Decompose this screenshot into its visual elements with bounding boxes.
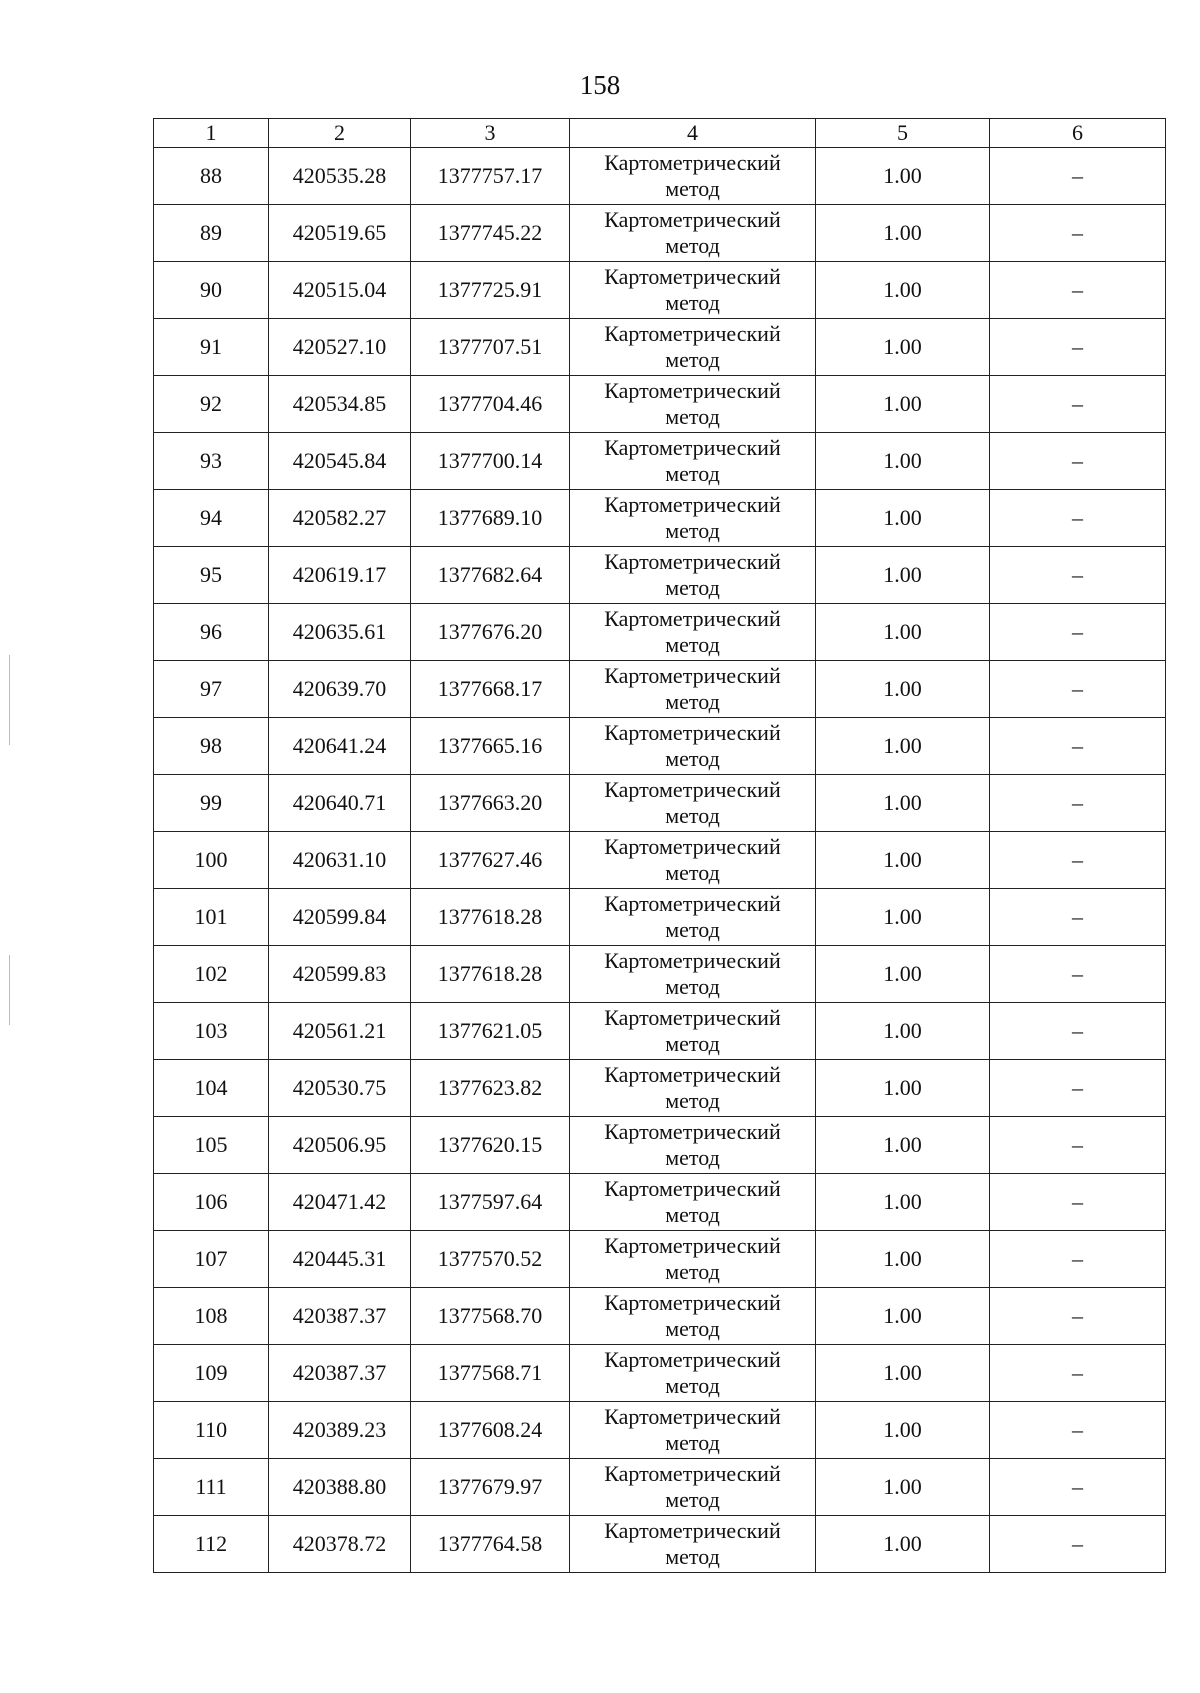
table-header xyxy=(154,119,1166,148)
y-coordinate-cell: 1377620.15 xyxy=(411,1117,570,1174)
method-cell xyxy=(570,1402,816,1459)
method-line-2: метод xyxy=(665,1145,720,1170)
accuracy-cell: 1.00 xyxy=(816,205,990,262)
x-coordinate-cell: 420471.42 xyxy=(269,1174,411,1231)
note-cell: – xyxy=(990,1402,1166,1459)
method-line-1: Картометрический xyxy=(604,777,781,802)
method-cell xyxy=(570,148,816,205)
method-cell xyxy=(570,1174,816,1231)
accuracy-cell: 1.00 xyxy=(816,832,990,889)
method-cell xyxy=(570,775,816,832)
point-number-cell: 109 xyxy=(154,1345,269,1402)
table-row xyxy=(154,1288,1166,1345)
note-cell: – xyxy=(990,1459,1166,1516)
method-cell xyxy=(570,718,816,775)
method-line-1: Картометрический xyxy=(604,264,781,289)
y-coordinate-cell: 1377665.16 xyxy=(411,718,570,775)
note-cell: – xyxy=(990,661,1166,718)
method-line-1: Картометрический xyxy=(604,1062,781,1087)
point-number-cell: 92 xyxy=(154,376,269,433)
x-coordinate-cell: 420640.71 xyxy=(269,775,411,832)
method-cell xyxy=(570,1459,816,1516)
note-cell: – xyxy=(990,1117,1166,1174)
note-cell: – xyxy=(990,148,1166,205)
x-coordinate-cell: 420530.75 xyxy=(269,1060,411,1117)
point-number-cell: 98 xyxy=(154,718,269,775)
accuracy-cell: 1.00 xyxy=(816,1231,990,1288)
y-coordinate-cell: 1377676.20 xyxy=(411,604,570,661)
table-row xyxy=(154,661,1166,718)
method-cell xyxy=(570,832,816,889)
method-line-2: метод xyxy=(665,1202,720,1227)
table-row xyxy=(154,1516,1166,1573)
accuracy-cell: 1.00 xyxy=(816,1174,990,1231)
accuracy-cell: 1.00 xyxy=(816,946,990,1003)
method-cell xyxy=(570,319,816,376)
y-coordinate-cell: 1377663.20 xyxy=(411,775,570,832)
note-cell: – xyxy=(990,775,1166,832)
method-line-1: Картометрический xyxy=(604,1005,781,1030)
y-coordinate-cell: 1377764.58 xyxy=(411,1516,570,1573)
y-coordinate-cell: 1377725.91 xyxy=(411,262,570,319)
method-cell xyxy=(570,946,816,1003)
accuracy-cell: 1.00 xyxy=(816,376,990,433)
x-coordinate-cell: 420561.21 xyxy=(269,1003,411,1060)
y-coordinate-cell: 1377608.24 xyxy=(411,1402,570,1459)
method-cell xyxy=(570,490,816,547)
x-coordinate-cell: 420535.28 xyxy=(269,148,411,205)
method-line-1: Картометрический xyxy=(604,1176,781,1201)
note-cell: – xyxy=(990,946,1166,1003)
note-cell: – xyxy=(990,1516,1166,1573)
x-coordinate-cell: 420641.24 xyxy=(269,718,411,775)
x-coordinate-cell: 420387.37 xyxy=(269,1288,411,1345)
y-coordinate-cell: 1377623.82 xyxy=(411,1060,570,1117)
table-row xyxy=(154,205,1166,262)
header-col-6: 6 xyxy=(990,119,1166,148)
table-row xyxy=(154,1402,1166,1459)
note-cell: – xyxy=(990,718,1166,775)
point-number-cell: 111 xyxy=(154,1459,269,1516)
y-coordinate-cell: 1377757.17 xyxy=(411,148,570,205)
table-row xyxy=(154,1231,1166,1288)
note-cell: – xyxy=(990,490,1166,547)
y-coordinate-cell: 1377704.46 xyxy=(411,376,570,433)
method-cell xyxy=(570,604,816,661)
method-line-2: метод xyxy=(665,1259,720,1284)
point-number-cell: 105 xyxy=(154,1117,269,1174)
point-number-cell: 96 xyxy=(154,604,269,661)
table-row xyxy=(154,718,1166,775)
x-coordinate-cell: 420631.10 xyxy=(269,832,411,889)
note-cell: – xyxy=(990,1288,1166,1345)
method-line-2: метод xyxy=(665,632,720,657)
method-line-2: метод xyxy=(665,1031,720,1056)
method-line-1: Картометрический xyxy=(604,720,781,745)
table-row xyxy=(154,775,1166,832)
accuracy-cell: 1.00 xyxy=(816,1288,990,1345)
note-cell: – xyxy=(990,262,1166,319)
point-number-cell: 99 xyxy=(154,775,269,832)
method-line-2: метод xyxy=(665,1373,720,1398)
accuracy-cell: 1.00 xyxy=(816,433,990,490)
point-number-cell: 107 xyxy=(154,1231,269,1288)
table-row xyxy=(154,490,1166,547)
x-coordinate-cell: 420534.85 xyxy=(269,376,411,433)
method-cell xyxy=(570,376,816,433)
y-coordinate-cell: 1377618.28 xyxy=(411,946,570,1003)
method-cell xyxy=(570,1003,816,1060)
coordinates-table xyxy=(153,118,1166,1573)
header-row xyxy=(154,119,1166,148)
x-coordinate-cell: 420639.70 xyxy=(269,661,411,718)
method-cell xyxy=(570,1516,816,1573)
point-number-cell: 101 xyxy=(154,889,269,946)
table-row xyxy=(154,889,1166,946)
accuracy-cell: 1.00 xyxy=(816,319,990,376)
note-cell: – xyxy=(990,319,1166,376)
note-cell: – xyxy=(990,376,1166,433)
method-line-1: Картометрический xyxy=(604,492,781,517)
method-line-1: Картометрический xyxy=(604,435,781,460)
method-line-2: метод xyxy=(665,689,720,714)
method-cell xyxy=(570,262,816,319)
y-coordinate-cell: 1377707.51 xyxy=(411,319,570,376)
accuracy-cell: 1.00 xyxy=(816,262,990,319)
method-line-1: Картометрический xyxy=(604,207,781,232)
accuracy-cell: 1.00 xyxy=(816,1516,990,1573)
method-line-2: метод xyxy=(665,518,720,543)
scan-mark xyxy=(9,655,10,745)
method-line-2: метод xyxy=(665,1487,720,1512)
table-row xyxy=(154,1117,1166,1174)
accuracy-cell: 1.00 xyxy=(816,1345,990,1402)
accuracy-cell: 1.00 xyxy=(816,661,990,718)
method-line-1: Картометрический xyxy=(604,1290,781,1315)
accuracy-cell: 1.00 xyxy=(816,718,990,775)
y-coordinate-cell: 1377745.22 xyxy=(411,205,570,262)
method-line-2: метод xyxy=(665,860,720,885)
table-row xyxy=(154,1060,1166,1117)
point-number-cell: 95 xyxy=(154,547,269,604)
table-row xyxy=(154,148,1166,205)
accuracy-cell: 1.00 xyxy=(816,1117,990,1174)
accuracy-cell: 1.00 xyxy=(816,1060,990,1117)
method-cell xyxy=(570,205,816,262)
table-row xyxy=(154,376,1166,433)
y-coordinate-cell: 1377668.17 xyxy=(411,661,570,718)
header-col-3: 3 xyxy=(411,119,570,148)
x-coordinate-cell: 420388.80 xyxy=(269,1459,411,1516)
method-cell xyxy=(570,1345,816,1402)
accuracy-cell: 1.00 xyxy=(816,889,990,946)
method-cell xyxy=(570,889,816,946)
note-cell: – xyxy=(990,1003,1166,1060)
header-col-1: 1 xyxy=(154,119,269,148)
table-row xyxy=(154,262,1166,319)
point-number-cell: 97 xyxy=(154,661,269,718)
accuracy-cell: 1.00 xyxy=(816,604,990,661)
method-line-2: метод xyxy=(665,347,720,372)
method-cell xyxy=(570,1060,816,1117)
point-number-cell: 91 xyxy=(154,319,269,376)
method-line-1: Картометрический xyxy=(604,150,781,175)
method-cell xyxy=(570,1117,816,1174)
method-line-1: Картометрический xyxy=(604,378,781,403)
table-row xyxy=(154,319,1166,376)
table-row xyxy=(154,547,1166,604)
method-line-2: метод xyxy=(665,1316,720,1341)
table-row xyxy=(154,433,1166,490)
table-row xyxy=(154,1174,1166,1231)
point-number-cell: 106 xyxy=(154,1174,269,1231)
point-number-cell: 112 xyxy=(154,1516,269,1573)
y-coordinate-cell: 1377568.71 xyxy=(411,1345,570,1402)
x-coordinate-cell: 420635.61 xyxy=(269,604,411,661)
method-line-1: Картометрический xyxy=(604,834,781,859)
page-number: 158 xyxy=(579,70,621,100)
method-line-1: Картометрический xyxy=(604,948,781,973)
note-cell: – xyxy=(990,433,1166,490)
y-coordinate-cell: 1377570.52 xyxy=(411,1231,570,1288)
header-col-5: 5 xyxy=(816,119,990,148)
table-body xyxy=(154,148,1166,1573)
note-cell: – xyxy=(990,547,1166,604)
accuracy-cell: 1.00 xyxy=(816,148,990,205)
x-coordinate-cell: 420445.31 xyxy=(269,1231,411,1288)
table-row xyxy=(154,604,1166,661)
method-line-1: Картометрический xyxy=(604,663,781,688)
method-line-1: Картометрический xyxy=(604,1233,781,1258)
point-number-cell: 93 xyxy=(154,433,269,490)
table-row xyxy=(154,832,1166,889)
method-line-2: метод xyxy=(665,461,720,486)
point-number-cell: 103 xyxy=(154,1003,269,1060)
note-cell: – xyxy=(990,1231,1166,1288)
x-coordinate-cell: 420599.83 xyxy=(269,946,411,1003)
x-coordinate-cell: 420515.04 xyxy=(269,262,411,319)
method-line-1: Картометрический xyxy=(604,606,781,631)
y-coordinate-cell: 1377597.64 xyxy=(411,1174,570,1231)
note-cell: – xyxy=(990,1174,1166,1231)
accuracy-cell: 1.00 xyxy=(816,1402,990,1459)
accuracy-cell: 1.00 xyxy=(816,547,990,604)
method-line-2: метод xyxy=(665,1544,720,1569)
method-line-1: Картометрический xyxy=(604,1347,781,1372)
x-coordinate-cell: 420619.17 xyxy=(269,547,411,604)
method-cell xyxy=(570,547,816,604)
method-line-2: метод xyxy=(665,575,720,600)
accuracy-cell: 1.00 xyxy=(816,1459,990,1516)
point-number-cell: 88 xyxy=(154,148,269,205)
point-number-cell: 102 xyxy=(154,946,269,1003)
point-number-cell: 110 xyxy=(154,1402,269,1459)
table-row xyxy=(154,946,1166,1003)
y-coordinate-cell: 1377621.05 xyxy=(411,1003,570,1060)
accuracy-cell: 1.00 xyxy=(816,775,990,832)
method-line-2: метод xyxy=(665,974,720,999)
header-col-2: 2 xyxy=(269,119,411,148)
x-coordinate-cell: 420506.95 xyxy=(269,1117,411,1174)
table-row xyxy=(154,1345,1166,1402)
header-col-4: 4 xyxy=(570,119,816,148)
note-cell: – xyxy=(990,889,1166,946)
accuracy-cell: 1.00 xyxy=(816,490,990,547)
y-coordinate-cell: 1377679.97 xyxy=(411,1459,570,1516)
method-line-2: метод xyxy=(665,404,720,429)
note-cell: – xyxy=(990,1060,1166,1117)
x-coordinate-cell: 420582.27 xyxy=(269,490,411,547)
method-line-1: Картометрический xyxy=(604,1119,781,1144)
method-line-1: Картометрический xyxy=(604,1518,781,1543)
method-cell xyxy=(570,433,816,490)
method-line-1: Картометрический xyxy=(604,321,781,346)
x-coordinate-cell: 420599.84 xyxy=(269,889,411,946)
y-coordinate-cell: 1377682.64 xyxy=(411,547,570,604)
point-number-cell: 104 xyxy=(154,1060,269,1117)
x-coordinate-cell: 420527.10 xyxy=(269,319,411,376)
x-coordinate-cell: 420545.84 xyxy=(269,433,411,490)
y-coordinate-cell: 1377568.70 xyxy=(411,1288,570,1345)
method-line-1: Картометрический xyxy=(604,1404,781,1429)
x-coordinate-cell: 420389.23 xyxy=(269,1402,411,1459)
method-line-2: метод xyxy=(665,1430,720,1455)
note-cell: – xyxy=(990,832,1166,889)
note-cell: – xyxy=(990,205,1166,262)
y-coordinate-cell: 1377700.14 xyxy=(411,433,570,490)
method-line-2: метод xyxy=(665,290,720,315)
method-line-1: Картометрический xyxy=(604,891,781,916)
method-line-2: метод xyxy=(665,233,720,258)
method-line-2: метод xyxy=(665,803,720,828)
accuracy-cell: 1.00 xyxy=(816,1003,990,1060)
y-coordinate-cell: 1377627.46 xyxy=(411,832,570,889)
method-line-2: метод xyxy=(665,1088,720,1113)
scan-mark xyxy=(9,955,10,1025)
method-line-2: метод xyxy=(665,746,720,771)
point-number-cell: 89 xyxy=(154,205,269,262)
note-cell: – xyxy=(990,1345,1166,1402)
table-row xyxy=(154,1459,1166,1516)
point-number-cell: 108 xyxy=(154,1288,269,1345)
method-cell xyxy=(570,1231,816,1288)
point-number-cell: 90 xyxy=(154,262,269,319)
note-cell: – xyxy=(990,604,1166,661)
y-coordinate-cell: 1377689.10 xyxy=(411,490,570,547)
method-line-2: метод xyxy=(665,917,720,942)
y-coordinate-cell: 1377618.28 xyxy=(411,889,570,946)
method-cell xyxy=(570,661,816,718)
method-line-1: Картометрический xyxy=(604,1461,781,1486)
point-number-cell: 94 xyxy=(154,490,269,547)
method-line-1: Картометрический xyxy=(604,549,781,574)
x-coordinate-cell: 420387.37 xyxy=(269,1345,411,1402)
point-number-cell: 100 xyxy=(154,832,269,889)
table-row xyxy=(154,1003,1166,1060)
x-coordinate-cell: 420378.72 xyxy=(269,1516,411,1573)
method-cell xyxy=(570,1288,816,1345)
x-coordinate-cell: 420519.65 xyxy=(269,205,411,262)
method-line-2: метод xyxy=(665,176,720,201)
